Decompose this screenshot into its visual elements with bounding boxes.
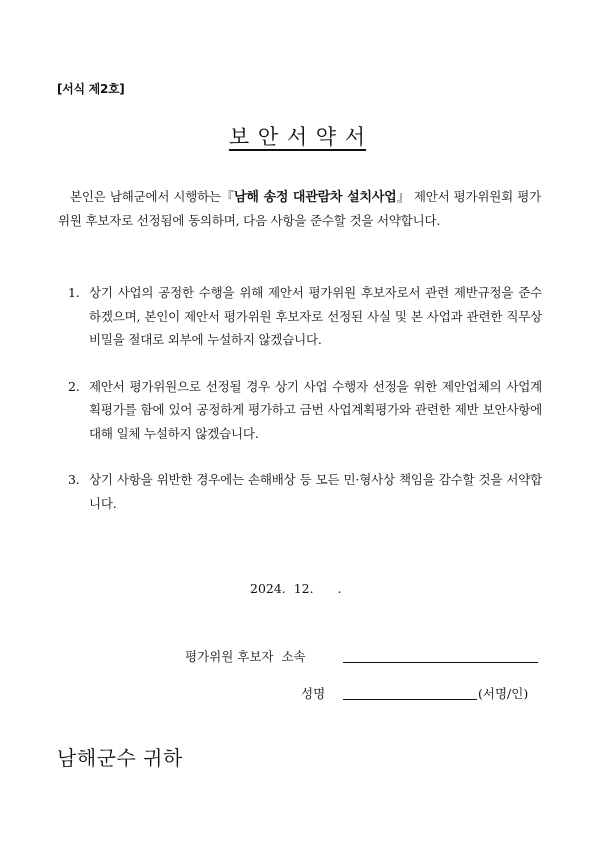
- clause-number: 1.: [68, 285, 80, 300]
- name-label: 성명: [301, 686, 326, 701]
- pledge-clause-3: [68, 468, 542, 515]
- pledge-clause-1: [68, 281, 542, 352]
- document-title-text: 보 안 서 약 서: [228, 125, 367, 149]
- pledge-clause-2: [68, 375, 542, 446]
- clause-text: 상기 사업의 공정한 수행을 위해 제안서 평가위원 후보자로서 관련 제반규정을 준수하겠으며, 본인이 제안서 평가위원 후보자로 선정된 사실 및 본 사업과 관련한 직무상 비밀을 절대로 외부에 누설하지 않겠습니다.: [89, 285, 542, 347]
- name-row: [301, 684, 325, 702]
- intro-paragraph: [58, 185, 541, 232]
- intro-text-after: 』 제안서 평가위원회 평가위원 후보자로 선정됨에 동의하며, 다음 사항을 준수할 것을 서약합니다.: [58, 189, 541, 228]
- pledge-clauses: [68, 281, 542, 515]
- affiliation-row: [185, 647, 306, 665]
- signature-seal-label: (서명/인): [478, 686, 529, 701]
- clause-text: 제안서 평가위원으로 선정될 경우 상기 사업 수행자 선정을 위한 제안업체의 사업계획평가를 함에 있어 공정하게 평가하고 금번 사업계획평가와 관련한 제반 보안사항에 대해 일체 누설하지 않겠습니다.: [89, 378, 542, 441]
- project-name: 남해 송정 대관람차 설치사업: [234, 190, 397, 205]
- document-title: [0, 121, 595, 151]
- affiliation-field[interactable]: [343, 662, 538, 663]
- addressee: 남해군수 귀하: [57, 746, 183, 770]
- name-field[interactable]: [343, 699, 477, 700]
- clause-number: 2.: [68, 378, 80, 394]
- intro-text-before: 본인은 남해군에서 시행하는『: [70, 189, 235, 204]
- form-number-label: [서식 제2호]: [57, 82, 125, 96]
- role-label: 평가위원 후보자: [185, 649, 274, 664]
- clause-text: 상기 사항을 위반한 경우에는 손해배상 등 모든 민·형사상 책임을 감수할 것을 서약합니다.: [89, 472, 542, 511]
- affiliation-label: 소속: [281, 649, 306, 664]
- clause-number: 3.: [68, 472, 80, 487]
- signing-date: 2024. 12. .: [250, 581, 342, 596]
